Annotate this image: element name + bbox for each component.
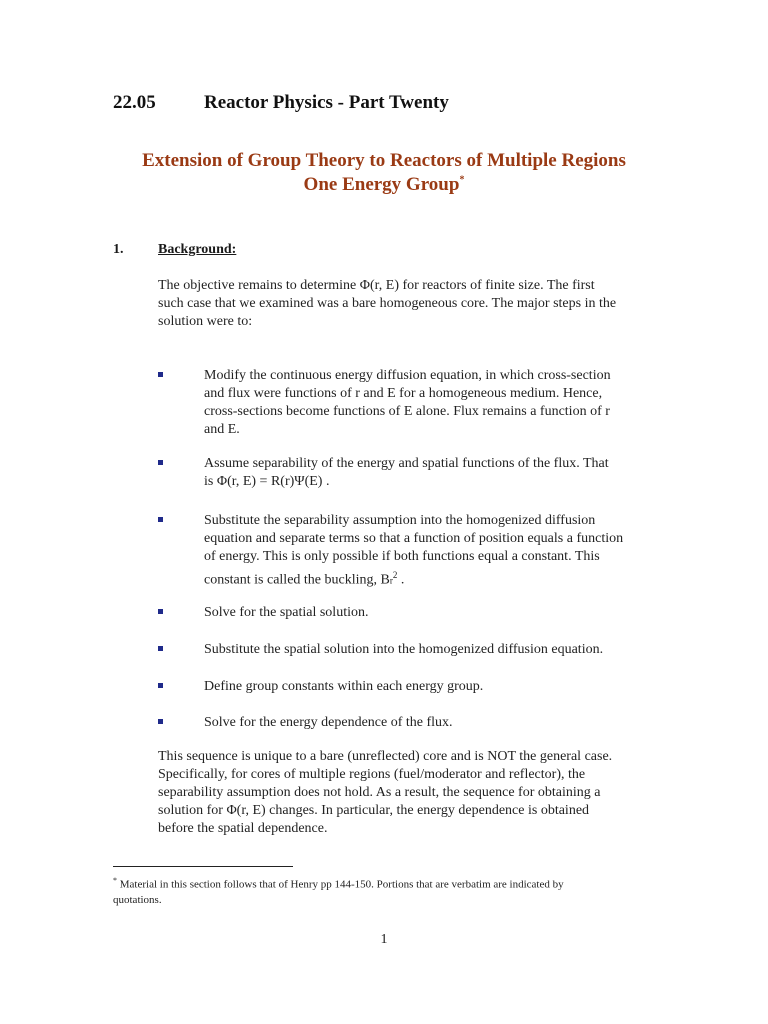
section-heading-line1: Extension of Group Theory to Reactors of Multiple Regions <box>142 150 626 171</box>
list-item: Solve for the energy dependence of the flux. <box>204 715 453 730</box>
list-item: Substitute the spatial solution into the homogenized diffusion equation. <box>204 642 604 657</box>
section-number: 1. <box>113 242 124 257</box>
bullet-icon <box>158 683 163 688</box>
list-item: Substitute the separability assumption into the homogenized diffusion equation and separate terms so that a function of position equals a function of energy. This is only possible if both functions equal a constant. This constant is called the buckling, Br$^2$ . <box>204 513 624 588</box>
list-item: Solve for the spatial solution. <box>204 605 369 620</box>
bullet-icon <box>158 646 163 651</box>
page-number: 1 <box>380 932 388 947</box>
bullet-icon <box>158 517 163 522</box>
footnote: * Material in this section follows that of Henry pp 144-150. Portions that are verbatim are indicated by quotations. <box>113 876 564 906</box>
footnote-marker: * <box>459 174 465 186</box>
course-number: 22.05 <box>113 92 156 113</box>
intro-paragraph: The objective remains to determine Φ(r, E) for reactors of finite size. The first such case that we examined was a bare homogeneous core. The major steps in the solution were to: <box>158 278 617 329</box>
bullet-icon <box>158 372 163 377</box>
section-heading-line2: One Energy Group* <box>303 174 465 195</box>
closing-paragraph: This sequence is unique to a bare (unreflected) core and is NOT the general case. Specifically, for cores of multiple regions (fuel/moderator and reflector), the separability assumption does not hold. As a result, the sequence for obtaining a solution for Φ(r, E) changes. In particular, the energy dependence is obtained before the spatial dependence. <box>158 749 613 836</box>
footnote-divider <box>113 866 293 867</box>
bullet-icon <box>158 719 163 724</box>
bullet-icon <box>158 609 163 614</box>
page-title: Reactor Physics - Part Twenty <box>204 92 449 113</box>
list-item: Modify the continuous energy diffusion equation, in which cross-section and flux were functions of r and E for a homogeneous medium. Hence, cross-sections become functions of E alone. Flux remains a function of r and E. <box>204 368 611 437</box>
bullet-icon <box>158 460 163 465</box>
list-item: Define group constants within each energy group. <box>204 679 484 694</box>
phi-expression: Φ(r, E) <box>359 278 399 293</box>
section-title: Background: <box>158 242 237 257</box>
list-item: Assume separability of the energy and spatial functions of the flux. That is Φ(r, E) = R(r)Ψ(E) . <box>204 456 609 489</box>
